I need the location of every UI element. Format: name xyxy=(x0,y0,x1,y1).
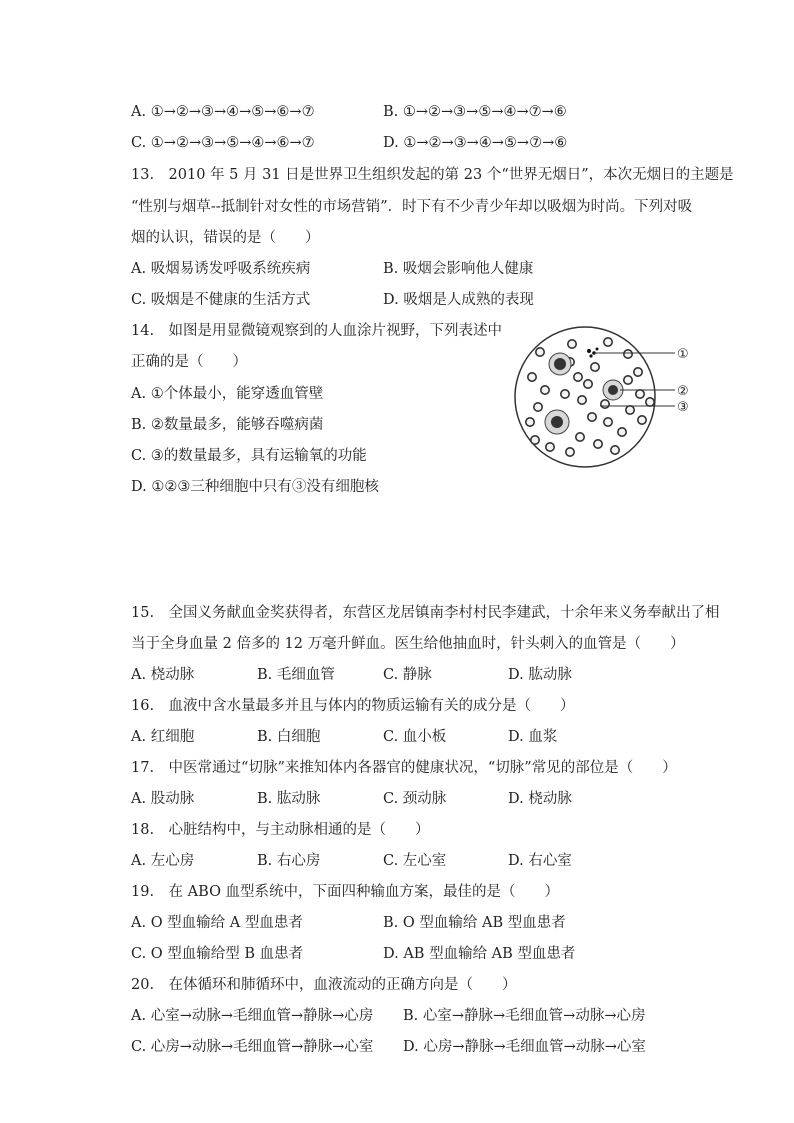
q12-option-c: C. ①→②→③→⑤→④→⑥→⑦ xyxy=(131,135,315,151)
q13-stem-line-1: 13. 2010 年 5 月 31 日是世界卫生组织发起的第 23 个“世界无烟日”，本次无烟日的主题是 xyxy=(131,167,734,183)
red-blood-cell xyxy=(526,418,534,426)
red-blood-cell xyxy=(601,400,609,408)
red-blood-cell xyxy=(578,396,586,404)
q13-option-b: B. 吸烟会影响他人健康 xyxy=(383,261,534,277)
q15-option-c: C. 静脉 xyxy=(383,667,432,683)
q13-option-c: C. 吸烟是不健康的生活方式 xyxy=(131,292,311,308)
q20-option-c: C. 心房→动脉→毛细血管→静脉→心室 xyxy=(131,1039,374,1055)
red-blood-cell xyxy=(638,416,646,424)
red-blood-cell xyxy=(568,340,576,348)
blood-smear-figure xyxy=(510,322,700,472)
red-blood-cell xyxy=(536,348,544,356)
q16-stem: 16. 血液中含水量最多并且与体内的物质运输有关的成分是（ ） xyxy=(131,698,575,714)
q19-option-b: B. O 型血输给 AB 型血患者 xyxy=(383,915,566,931)
red-blood-cell xyxy=(634,368,642,376)
red-blood-cell xyxy=(588,413,596,421)
q13-stem-line-3: 烟的认识，错误的是（ ） xyxy=(131,230,320,246)
red-blood-cell xyxy=(584,380,592,388)
red-blood-cell xyxy=(611,446,619,454)
q18-stem: 18. 心脏结构中，与主动脉相通的是（ ） xyxy=(131,822,430,838)
q15-option-d: D. 肱动脉 xyxy=(508,667,572,683)
q17-option-a: A. 股动脉 xyxy=(131,791,195,807)
q15-option-b: B. 毛细血管 xyxy=(257,667,335,683)
red-blood-cell xyxy=(604,418,612,426)
red-blood-cell xyxy=(618,428,626,436)
red-blood-cell xyxy=(591,363,599,371)
q19-option-a: A. O 型血输给 A 型血患者 xyxy=(131,915,303,931)
red-blood-cell xyxy=(636,390,644,398)
red-blood-cell xyxy=(624,376,632,384)
q14-stem-line-2: 正确的是（ ） xyxy=(131,354,247,370)
q19-option-c: C. O 型血输给型 B 血患者 xyxy=(131,946,304,962)
q15-stem-line-1: 15. 全国义务献血金奖获得者，东营区龙居镇南李村村民李建武，十余年来义务奉献出了相 xyxy=(131,605,720,621)
q18-option-c: C. 左心室 xyxy=(383,853,447,869)
q12-option-b: B. ①→②→③→⑤→④→⑦→⑥ xyxy=(383,104,567,120)
q17-option-c: C. 颈动脉 xyxy=(383,791,447,807)
red-blood-cell xyxy=(528,373,536,381)
label-3: ③ xyxy=(677,400,689,415)
q16-option-a: A. 红细胞 xyxy=(131,729,195,745)
red-blood-cell xyxy=(594,440,602,448)
q19-option-d: D. AB 型血输给 AB 型血患者 xyxy=(383,946,576,962)
red-blood-cell xyxy=(561,390,569,398)
q14-option-a: A. ①个体最小，能穿透血管壁 xyxy=(131,386,324,402)
q16-option-d: D. 血浆 xyxy=(508,729,558,745)
q20-option-d: D. 心房→静脉→毛细血管→动脉→心室 xyxy=(403,1039,646,1055)
q18-option-b: B. 右心房 xyxy=(257,853,321,869)
label-2: ② xyxy=(677,384,689,399)
red-blood-cell xyxy=(546,443,554,451)
label-1: ① xyxy=(677,347,689,362)
q18-option-a: A. 左心房 xyxy=(131,853,195,869)
q19-stem: 19. 在 ABO 血型系统中，下面四种输血方案，最佳的是（ ） xyxy=(131,884,560,900)
q14-option-c: C. ③的数量最多，具有运输氧的功能 xyxy=(131,448,367,464)
red-blood-cell xyxy=(624,350,632,358)
q17-option-b: B. 肱动脉 xyxy=(257,791,321,807)
q17-stem: 17. 中医常通过“切脉”来推知体内各器官的健康状况，“切脉”常见的部位是（ ） xyxy=(131,760,677,776)
red-blood-cell xyxy=(646,398,654,406)
red-blood-cell xyxy=(531,436,539,444)
q15-option-a: A. 桡动脉 xyxy=(131,667,195,683)
q18-option-d: D. 右心室 xyxy=(508,853,572,869)
q16-option-b: B. 白细胞 xyxy=(257,729,321,745)
q15-stem-line-2: 当于全身血量 2 倍多的 12 万毫升鲜血。医生给他抽血时，针头刺入的血管是（ ） xyxy=(131,636,685,652)
q13-option-d: D. 吸烟是人成熟的表现 xyxy=(383,292,534,308)
red-blood-cell xyxy=(541,386,549,394)
red-blood-cell xyxy=(604,338,612,346)
q14-option-b: B. ②数量最多，能够吞噬病菌 xyxy=(131,417,324,433)
red-blood-cell xyxy=(576,433,584,441)
red-blood-cell xyxy=(566,448,574,456)
red-blood-cell xyxy=(534,403,542,411)
q14-stem-line-1: 14. 如图是用显微镜观察到的人血涂片视野，下列表述中 xyxy=(131,323,503,339)
q13-option-a: A. 吸烟易诱发呼吸系统疾病 xyxy=(131,261,311,277)
q12-option-a: A. ①→②→③→④→⑤→⑥→⑦ xyxy=(131,104,315,120)
q20-stem: 20. 在体循环和肺循环中，血液流动的正确方向是（ ） xyxy=(131,977,517,993)
q12-option-d: D. ①→②→③→④→⑤→⑦→⑥ xyxy=(383,135,568,151)
q20-option-b: B. 心室→静脉→毛细血管→动脉→心房 xyxy=(403,1008,646,1024)
q16-option-c: C. 血小板 xyxy=(383,729,447,745)
q14-option-d: D. ①②③三种细胞中只有③没有细胞核 xyxy=(131,479,379,495)
q13-stem-line-2: “性别与烟草--抵制针对女性的市场营销”．时下有不少青少年却以吸烟为时尚。下列对吸 xyxy=(131,199,693,215)
red-blood-cell xyxy=(574,373,582,381)
q17-option-d: D. 桡动脉 xyxy=(508,791,572,807)
red-blood-cell xyxy=(626,406,634,414)
q20-option-a: A. 心室→动脉→毛细血管→静脉→心房 xyxy=(131,1008,374,1024)
